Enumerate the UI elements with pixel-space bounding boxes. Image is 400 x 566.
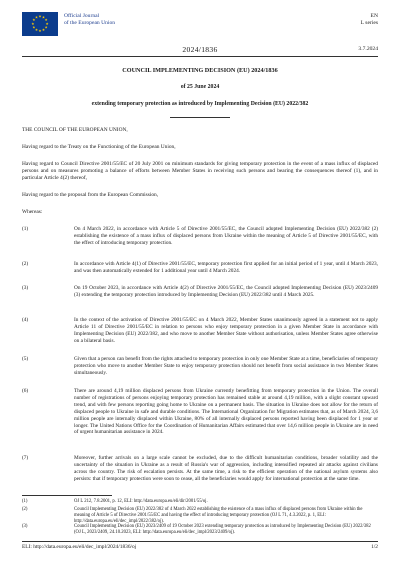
recital-text: On 4 March 2022, in accordance with Article 5 of Directive 2001/55/EC, the Council adopted Implementing Decision (EU) 2022/382 (2) establishing the existence of a mass influx of displaced persons from Ukraine within the meaning of Article 5 of Directive 2001/55/EC, with the effect of introducing temporary protection. xyxy=(74,226,378,246)
footnote-item xyxy=(22,524,378,537)
document-title: COUNCIL IMPLEMENTING DECISION (EU) 2024/1836 xyxy=(122,67,278,74)
recital-number: (1) xyxy=(22,226,29,232)
preamble-council: THE COUNCIL OF THE EUROPEAN UNION, xyxy=(22,127,128,133)
recital-item xyxy=(22,285,378,309)
recital-item xyxy=(22,455,378,489)
recital-number: (3) xyxy=(22,285,29,291)
eu-flag-icon xyxy=(22,12,58,36)
svg-text:★: ★ xyxy=(41,28,46,32)
footnote-number: (2) xyxy=(22,507,28,512)
document-number-row xyxy=(22,45,378,55)
journal-header xyxy=(22,12,378,38)
svg-text:★: ★ xyxy=(34,28,39,32)
document-date-line: of 25 June 2024 xyxy=(180,84,220,90)
recital-item xyxy=(22,317,378,351)
recital-number: (5) xyxy=(22,356,29,362)
document-number: 2024/1836 xyxy=(182,45,218,54)
publication-date: 3.7.2024 xyxy=(358,46,378,52)
footnote-text: Council Implementing Decision (EU) 2022/382 of 4 March 2022 establishing the existence of a mass influx of displaced persons from Ukraine within the meaning of Article 5 of Directive 2001/55/EC and having the effect of introducing temporary protection (OJ L 71, 4.3.2022, p. 1, ELI: http://data.europa.eu/eli/dec_impl/2022/382/oj). xyxy=(74,507,363,524)
footnote-number: (3) xyxy=(22,524,28,529)
eli-link[interactable]: ELI: http://data.europa.eu/eli/dec_impl/2024/1836/oj xyxy=(22,544,137,550)
footnote-number: (1) xyxy=(22,499,28,504)
recital-text: Given that a person can benefit from the rights attached to temporary protection in only one Member State at a time, beneficiaries of temporary protection who move to another Member State to enjoy temporary protection should not benefit from social assistance in two Member States simultaneously. xyxy=(74,356,378,376)
footnote-text: Council Implementing Decision (EU) 2023/2409 of 19 October 2023 extending temporary protection as introduced by Implementing Decision (EU) 2022/382 (OJ L, 2023/2409, 24.10.2023, ELI: http://data.europa.eu/eli/dec_impl/2023/2409/oj). xyxy=(74,524,371,535)
footnote-item xyxy=(22,499,378,506)
series-label: L series xyxy=(360,20,378,26)
svg-text:★: ★ xyxy=(32,18,36,23)
svg-text:★: ★ xyxy=(41,15,46,20)
recital-number: (7) xyxy=(22,455,29,461)
svg-text:★: ★ xyxy=(34,15,39,20)
preamble-proposal: Having regard to the proposal from the European Commission, xyxy=(22,192,159,198)
svg-text:★: ★ xyxy=(31,21,35,26)
recital-number: (6) xyxy=(22,388,29,394)
footer-rule xyxy=(22,541,378,542)
svg-text:★: ★ xyxy=(45,21,49,26)
journal-name xyxy=(64,13,115,27)
svg-text:★: ★ xyxy=(38,14,42,19)
recital-item xyxy=(22,388,378,444)
recital-item xyxy=(22,261,378,281)
preamble-directive: Having regard to Council Directive 2001/55/EC of 20 July 2001 on minimum standards for giving temporary protection in the event of a mass influx of displaced persons and on measures promoting a balance of efforts between Member States in receiving such persons and bearing the consequences thereof (1), and in particular Article 4(2) thereof, xyxy=(22,161,378,181)
recital-number: (4) xyxy=(22,317,29,323)
page-number: 1/2 xyxy=(371,544,378,550)
recital-item xyxy=(22,226,378,254)
recital-text: In the context of the activation of Directive 2001/55/EC on 4 March 2022, Member States unanimously agreed in a statement not to apply Article 11 of Directive 2001/55/EC in relation to persons who enjoy temporary protection in a given Member State in accordance with Implementing Decision (EU) 2022/382, and who move to another Member State without authorisation, unless Member States agree otherwise on a bilateral basis. xyxy=(74,317,378,344)
svg-text:★: ★ xyxy=(44,18,48,23)
recital-text: Moreover, further arrivals on a large scale cannot be excluded, due to the difficult humanitarian conditions, broader volatility and the uncertainty of the situation in Ukraine as a result of Russia's war of aggression, including intensified repeated air attacks against civilians across the country. The risk of escalation persists. At the same time, a risk to the efficient operation of the national asylum systems also persists: that if temporary protection were soon to cease, all the beneficiaries would apply for international protection at the same time. xyxy=(74,455,378,482)
recital-text: On 19 October 2023, in accordance with Article 4(2) of Directive 2001/55/EC, the Council adopted Implementing Decision (EU) 2023/2409 (3) extending the temporary protection introduced by Implementing Decision (EU) 2022/382 until 4 March 2025. xyxy=(74,285,378,298)
recital-text: There are around 4,19 million displaced persons from Ukraine currently benefitting from temporary protection in the Union. The overall number of registrations of persons enjoying temporary protection has remained stable at around 4,19 million, with a slight constant upward trend, and with few persons reporting going home to Ukraine on a permanent basis. The situation in Ukraine does not allow for the return of displaced people to Ukraine in safe and durable conditions. The International Organization for Migration estimates that, as of March 2024, 3,6 million people are internally displaced within Ukraine, 80% of all internally displaced persons reported having been displaced for 1 year or longer. The United Nations Office for the Coordination of Humanitarian Affairs estimated that over 14,6 million people in Ukraine are in need of urgent humanitarian assistance in 2024. xyxy=(74,388,378,436)
footnote-separator xyxy=(22,495,112,496)
recital-number: (2) xyxy=(22,261,29,267)
header-rule xyxy=(22,56,378,57)
language-code: EN xyxy=(370,13,378,19)
document-subtitle: extending temporary protection as introduced by Implementing Decision (EU) 2022/382 xyxy=(91,101,309,107)
preamble-treaty: Having regard to the Treaty on the Functioning of the European Union, xyxy=(22,144,176,150)
journal-name-line2: of the European Union xyxy=(64,20,116,26)
preamble-whereas: Whereas: xyxy=(22,209,43,215)
journal-series xyxy=(361,13,378,27)
recital-text: In accordance with Article 4(1) of Directive 2001/55/EC, temporary protection first applied for an initial period of 1 year, until 4 March 2023, and was then automatically extended for 1 additional year until 4 March 2024. xyxy=(74,261,378,274)
recital-item xyxy=(22,356,378,384)
journal-name-line1: Official Journal xyxy=(64,13,100,19)
svg-text:★: ★ xyxy=(38,29,42,33)
svg-text:★: ★ xyxy=(44,25,48,30)
title-separator xyxy=(170,117,230,118)
svg-text:★: ★ xyxy=(32,25,36,30)
footnote-text: OJ L 212, 7.8.2001, p. 12, ELI: http://data.europa.eu/eli/dir/2001/55/oj. xyxy=(74,499,208,504)
